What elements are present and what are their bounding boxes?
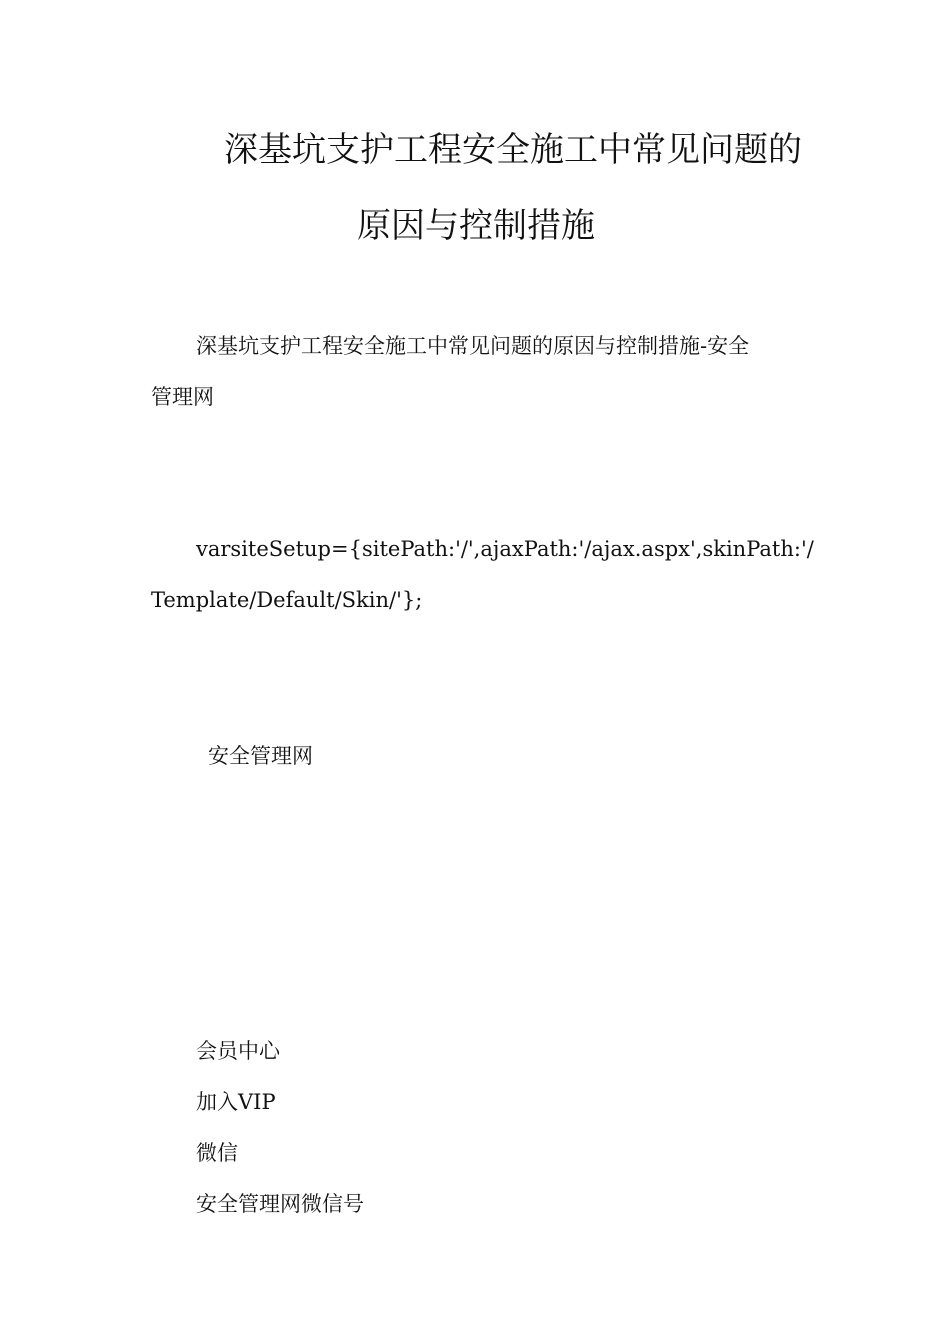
document-title-line-2: 原因与控制措施	[357, 206, 595, 246]
site-name-text: 安全管理网	[208, 744, 313, 768]
member-center-link[interactable]: 会员中心	[196, 1039, 280, 1063]
wechat-account-link[interactable]: 安全管理网微信号	[196, 1192, 364, 1216]
document-title-line-1: 深基坑支护工程安全施工中常见问题的	[224, 130, 802, 170]
intro-paragraph-line-1: 深基坑支护工程安全施工中常见问题的原因与控制措施-安全	[196, 334, 750, 358]
wechat-link[interactable]: 微信	[196, 1141, 238, 1165]
script-text-line-2: Template/Default/Skin/'};	[151, 588, 423, 612]
intro-paragraph-line-2: 管理网	[151, 385, 214, 409]
join-vip-link[interactable]: 加入VIP	[196, 1090, 276, 1114]
script-text-line-1: varsiteSetup={sitePath:'/',ajaxPath:'/ajax.aspx',skinPath:'/	[196, 537, 814, 561]
